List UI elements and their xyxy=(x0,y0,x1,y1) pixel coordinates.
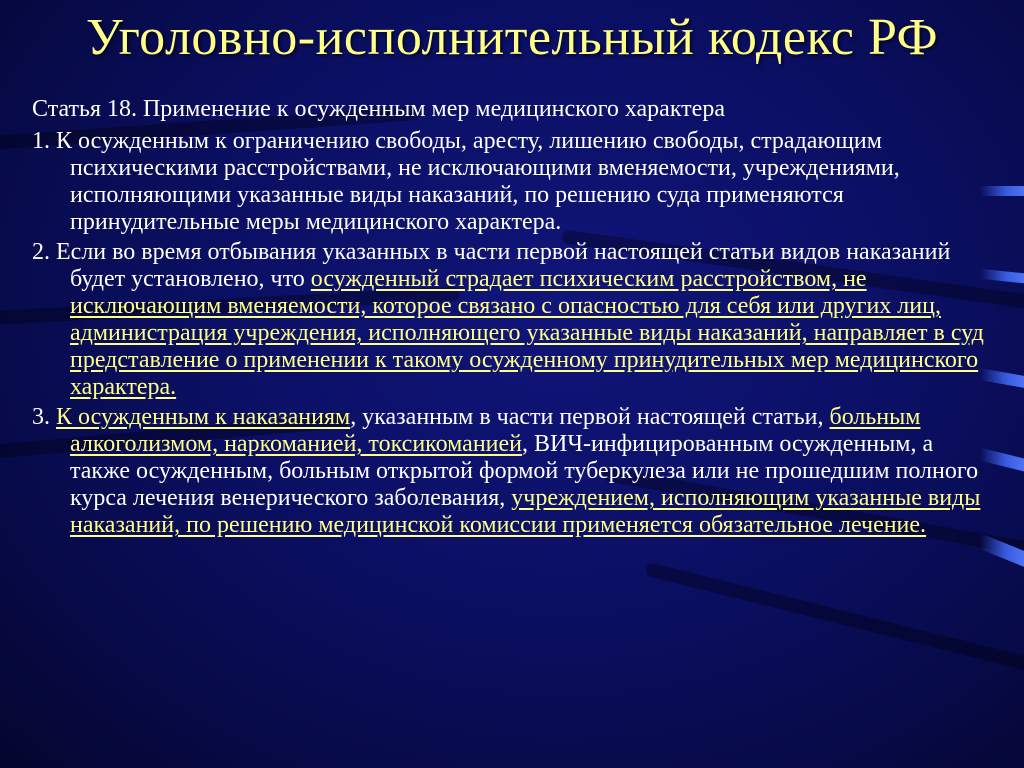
paragraph-1-text: 1. К осужденным к ограничению свободы, аресту, лишению свободы, страдающим психическими расстройствами, не исключающими вменяемости, учреждениями, исполняющими указанные виды наказаний, по решению суда применяются принудительные меры медицинского характера. xyxy=(32,128,900,235)
paragraph-3-text-2: , ВИЧ-инфицированным осужденным, а также осужденным, больным открытой формой туберкулеза или не прошедшим полного курса лечения венерического заболевания, xyxy=(70,431,979,511)
paragraph-3 xyxy=(32,404,992,539)
article-heading: Статья 18. Применение к осужденным мер медицинского характера xyxy=(32,96,725,122)
paragraph-3-prefix: 3. xyxy=(32,404,56,430)
paragraph-1 xyxy=(32,128,992,236)
paragraph-3-link-2[interactable]: больным алкоголизмом, наркоманией, токсикоманией xyxy=(70,404,921,457)
paragraph-2-link[interactable]: осужденный страдает психическим расстройством, не исключающим вменяемости, которое связано с опасностью для себя или других лиц, администрация учреждения, исполняющего указанные виды наказаний, направляет в суд представление о применении к такому осужденному принудительных мер медицинского характера. xyxy=(70,266,984,400)
paragraph-2-text: 2. Если во время отбывания указанных в части первой настоящей статьи видов наказаний будет установлено, что xyxy=(32,239,951,292)
paragraph-2 xyxy=(32,239,992,401)
article-body xyxy=(32,96,992,542)
paragraph-3-link-3[interactable]: учреждением, исполняющим указанные виды наказаний, по решению медицинской комиссии применяется обязательное лечение. xyxy=(70,485,981,538)
slide-title: Уголовно-исполнительный кодекс РФ xyxy=(85,9,939,66)
paragraph-3-link-1[interactable]: К осужденным к наказаниям xyxy=(56,404,351,430)
paragraph-3-text-1: , указанным в части первой настоящей статьи, xyxy=(350,404,830,430)
